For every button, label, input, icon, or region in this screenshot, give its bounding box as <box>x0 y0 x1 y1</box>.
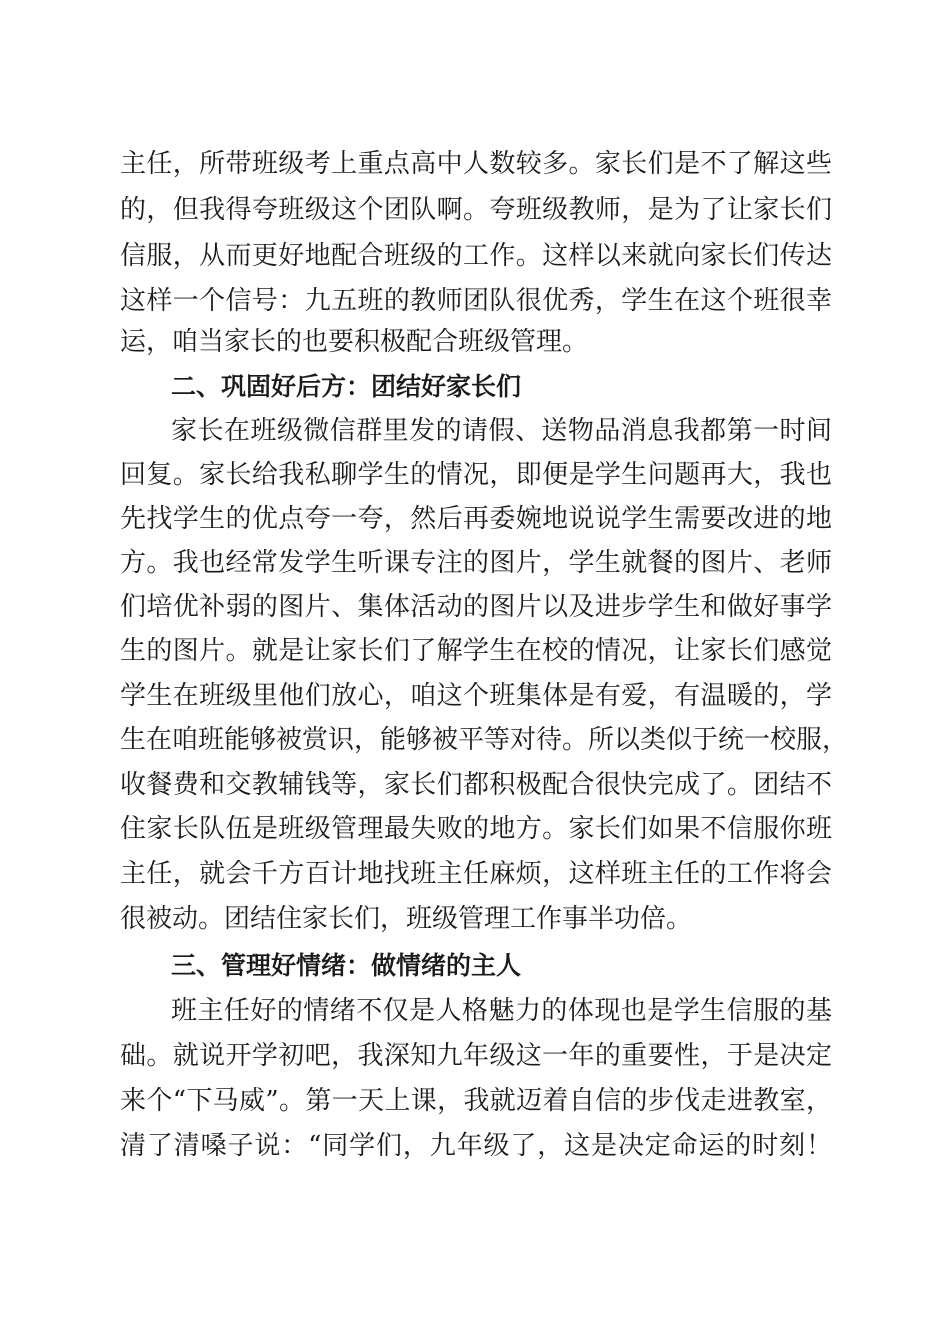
paragraph-2-line-11: 主任，就会千方百计地找班主任麻烦，这样班主任的工作将会 <box>120 859 832 889</box>
paragraph-3-line-4: 清了清嗓子说：“同学们，九年级了，这是决定命运的时刻！ <box>120 1131 832 1161</box>
paragraph-2-line-8: 生在咱班能够被赏识，能够被平等对待。所以类似于统一校服， <box>120 725 849 755</box>
paragraph-1-line-1: 主任，所带班级考上重点高中人数较多。家长们是不了解这些 <box>120 149 832 179</box>
paragraph-1-line-4: 这样一个信号：九五班的教师团队很优秀，学生在这个班很幸 <box>120 286 832 316</box>
paragraph-1-line-2: 的，但我得夸班级这个团队啊。夸班级教师，是为了让家长们 <box>120 195 832 225</box>
paragraph-2-line-1: 家长在班级微信群里发的请假、送物品消息我都第一时间 <box>171 416 832 446</box>
paragraph-3-line-1: 班主任好的情绪不仅是人格魅力的体现也是学生信服的基 <box>171 996 832 1026</box>
paragraph-1-line-5: 运，咱当家长的也要积极配合班级管理。 <box>120 327 589 357</box>
paragraph-1-line-3: 信服，从而更好地配合班级的工作。这样以来就向家长们传达 <box>120 241 832 271</box>
paragraph-2-line-6: 生的图片。就是让家长们了解学生在校的情况，让家长们感觉 <box>120 636 832 666</box>
paragraph-2-line-4: 方。我也经常发学生听课专注的图片，学生就餐的图片、老师 <box>120 548 832 578</box>
section-heading-3: 三、管理好情绪：做情绪的主人 <box>171 951 522 980</box>
section-heading-2: 二、巩固好后方：团结好家长们 <box>171 372 522 401</box>
paragraph-2-line-9: 收餐费和交教辅钱等，家长们都积极配合很快完成了。团结不 <box>120 770 832 800</box>
paragraph-2-line-10: 住家长队伍是班级管理最失败的地方。家长们如果不信服你班 <box>120 814 832 844</box>
paragraph-2-line-12: 很被动。团结住家长们，班级管理工作事半功倍。 <box>120 904 693 934</box>
paragraph-3-line-2: 础。就说开学初吧，我深知九年级这一年的重要性，于是决定 <box>120 1041 832 1071</box>
paragraph-2-line-2: 回复。家长给我私聊学生的情况，即便是学生问题再大，我也 <box>120 460 832 490</box>
paragraph-2-line-5: 们培优补弱的图片、集体活动的图片以及进步学生和做好事学 <box>120 592 832 622</box>
paragraph-2-line-7: 学生在班级里他们放心，咱这个班集体是有爱，有温暖的，学 <box>120 681 832 711</box>
paragraph-2-line-3: 先找学生的优点夸一夸，然后再委婉地说说学生需要改进的地 <box>120 504 832 534</box>
paragraph-3-line-3: 来个“下马威”。第一天上课，我就迈着自信的步伐走进教室， <box>120 1086 832 1116</box>
